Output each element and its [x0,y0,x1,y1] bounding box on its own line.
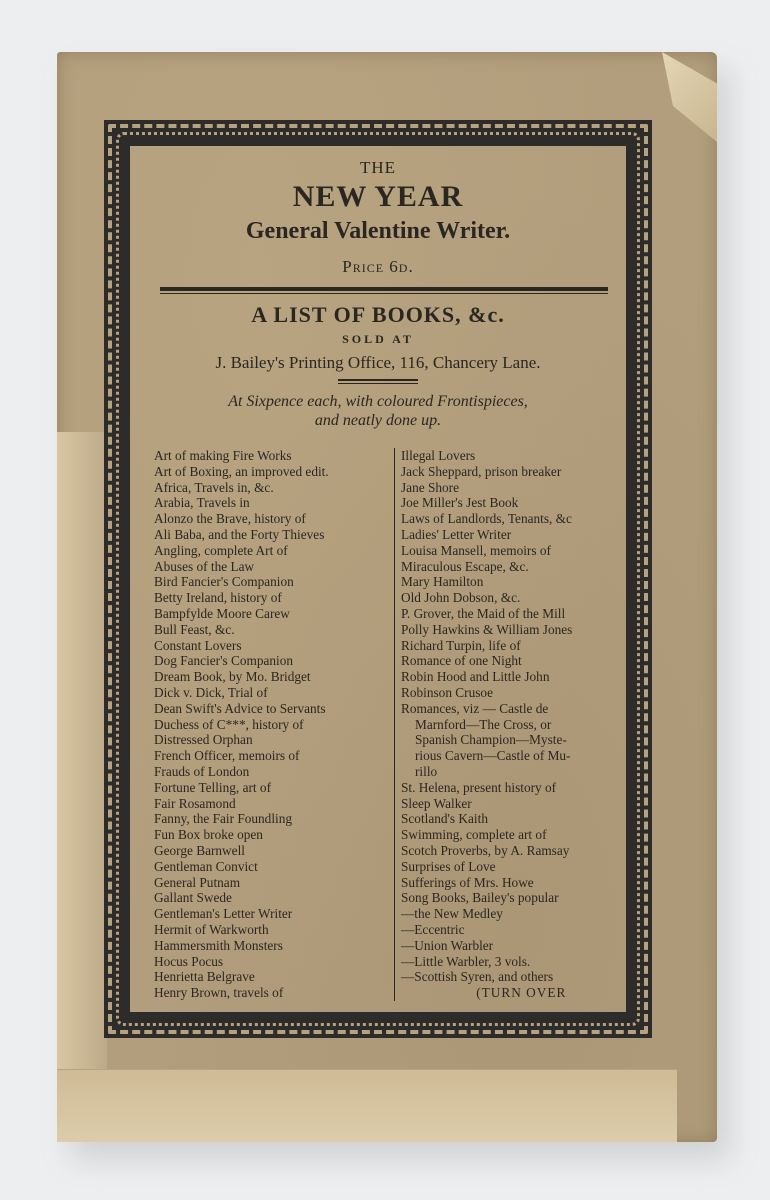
terms-line-1: At Sixpence each, with coloured Frontispieces, [228,393,528,410]
list-item: Swimming, complete art of [401,827,547,843]
folded-corner [662,52,717,142]
turn-over-note: (TURN OVER [476,985,567,1001]
publisher-address: J. Bailey's Printing Office, 116, Chancery Lane. [215,353,541,372]
list-item: P. Grover, the Maid of the Mill [401,605,566,621]
list-item: Dog Fancier's Companion [154,653,294,669]
list-item-continuation: rious Cavern—Castle of Mu- [415,748,571,764]
divider-rule [160,287,608,291]
list-item: Bird Fancier's Companion [154,574,294,590]
worn-left-edge [57,432,107,1142]
list-item: Frauds of London [154,763,250,779]
list-item: Hocus Pocus [154,953,224,969]
book-list-left-column [154,448,394,1001]
list-item-romances: Romances, viz — Castle de [401,700,549,716]
list-item: Scotch Proverbs, by A. Ramsay [401,842,570,858]
title-main: NEW YEAR [292,180,464,213]
list-item: Fanny, the Fair Foundling [154,811,293,827]
cover-content [130,146,626,1012]
list-item: Abuses of the Law [154,558,255,574]
list-item: George Barnwell [154,842,245,858]
book-list [154,448,616,1001]
list-item: French Officer, memoirs of [154,748,300,764]
list-item: Dick v. Dick, Trial of [154,684,268,700]
list-item: Fun Box broke open [154,827,263,843]
list-item: Louisa Mansell, memoirs of [401,542,551,558]
list-item: Africa, Travels in, &c. [154,479,274,495]
title-subtitle: General Valentine Writer. [245,218,511,244]
list-item: Polly Hawkins & William Jones [401,621,573,637]
list-item: Ali Baba, and the Forty Thieves [154,526,325,542]
list-item: Henry Brown, travels of [154,985,284,1001]
list-item: Henrietta Belgrave [154,969,255,985]
list-item: —Scottish Syren, and others [401,969,554,985]
terms-text [130,392,626,430]
list-item: Mary Hamilton [401,574,484,590]
list-item: Distressed Orphan [154,732,253,748]
sold-at-label: SOLD AT [342,332,414,346]
list-item: Angling, complete Art of [154,542,288,558]
list-item: Bull Feast, &c. [154,621,235,637]
list-item: Hermit of Warkworth [154,921,269,937]
list-item: Bampfylde Moore Carew [154,605,290,621]
list-item: Sleep Walker [401,795,472,811]
list-heading: A LIST OF BOOKS, &c. [251,302,505,327]
list-item: Jane Shore [401,479,459,495]
list-item: —Eccentric [401,921,465,937]
list-item: Surprises of Love [401,858,496,874]
terms-line-2: and neatly done up. [314,412,442,429]
list-item: —Union Warbler [401,937,494,953]
list-item: Fortune Telling, art of [154,779,271,795]
list-item: Jack Sheppard, prison breaker [401,463,562,479]
list-item: Gentleman Convict [154,858,258,874]
book-list-right-column [394,448,572,1001]
list-item: Ladies' Letter Writer [401,526,512,542]
list-item: Sufferings of Mrs. Howe [401,874,534,890]
list-item: Art of Boxing, an improved edit. [154,463,329,479]
list-item: Betty Ireland, history of [154,590,282,606]
list-item: Hammersmith Monsters [154,937,283,953]
list-item-continuation: rillo [415,763,438,779]
list-item: Gallant Swede [154,890,232,906]
list-item: Scotland's Kaith [401,811,488,827]
list-item: Fair Rosamond [154,795,236,811]
list-item: Song Books, Bailey's popular [401,890,559,906]
list-item: Richard Turpin, life of [401,637,521,653]
price: Price 6d. [342,257,414,276]
title-article: THE [359,158,397,177]
list-item: Joe Miller's Jest Book [401,495,519,511]
list-item: —the New Medley [401,906,503,922]
list-item: General Putnam [154,874,241,890]
list-item: —Little Warbler, 3 vols. [401,953,531,969]
list-item: Laws of Landlords, Tenants, &c [401,511,572,527]
list-item: Robin Hood and Little John [401,669,550,685]
list-item: Robinson Crusoe [401,684,493,700]
list-item: Alonzo the Brave, history of [154,511,306,527]
list-item: Arabia, Travels in [154,495,250,511]
list-item: Romance of one Night [401,653,522,669]
list-item: St. Helena, present history of [401,779,557,795]
list-item-continuation: Marnford—The Cross, or [415,716,552,732]
divider-rule-thin [160,293,608,294]
list-item-continuation: Spanish Champion—Myste- [415,732,567,748]
short-divider [338,379,418,384]
list-item: Gentleman's Letter Writer [154,906,293,922]
list-item: Art of making Fire Works [154,448,292,463]
list-item: Old John Dobson, &c. [401,590,521,606]
list-item: Dream Book, by Mo. Bridget [154,669,311,685]
list-item: Miraculous Escape, &c. [401,558,529,574]
list-item: Illegal Lovers [401,448,476,463]
worn-bottom-edge [57,1069,677,1142]
list-item: Duchess of C***, history of [154,716,304,732]
list-item: Constant Lovers [154,637,242,653]
list-item: Dean Swift's Advice to Servants [154,700,326,716]
